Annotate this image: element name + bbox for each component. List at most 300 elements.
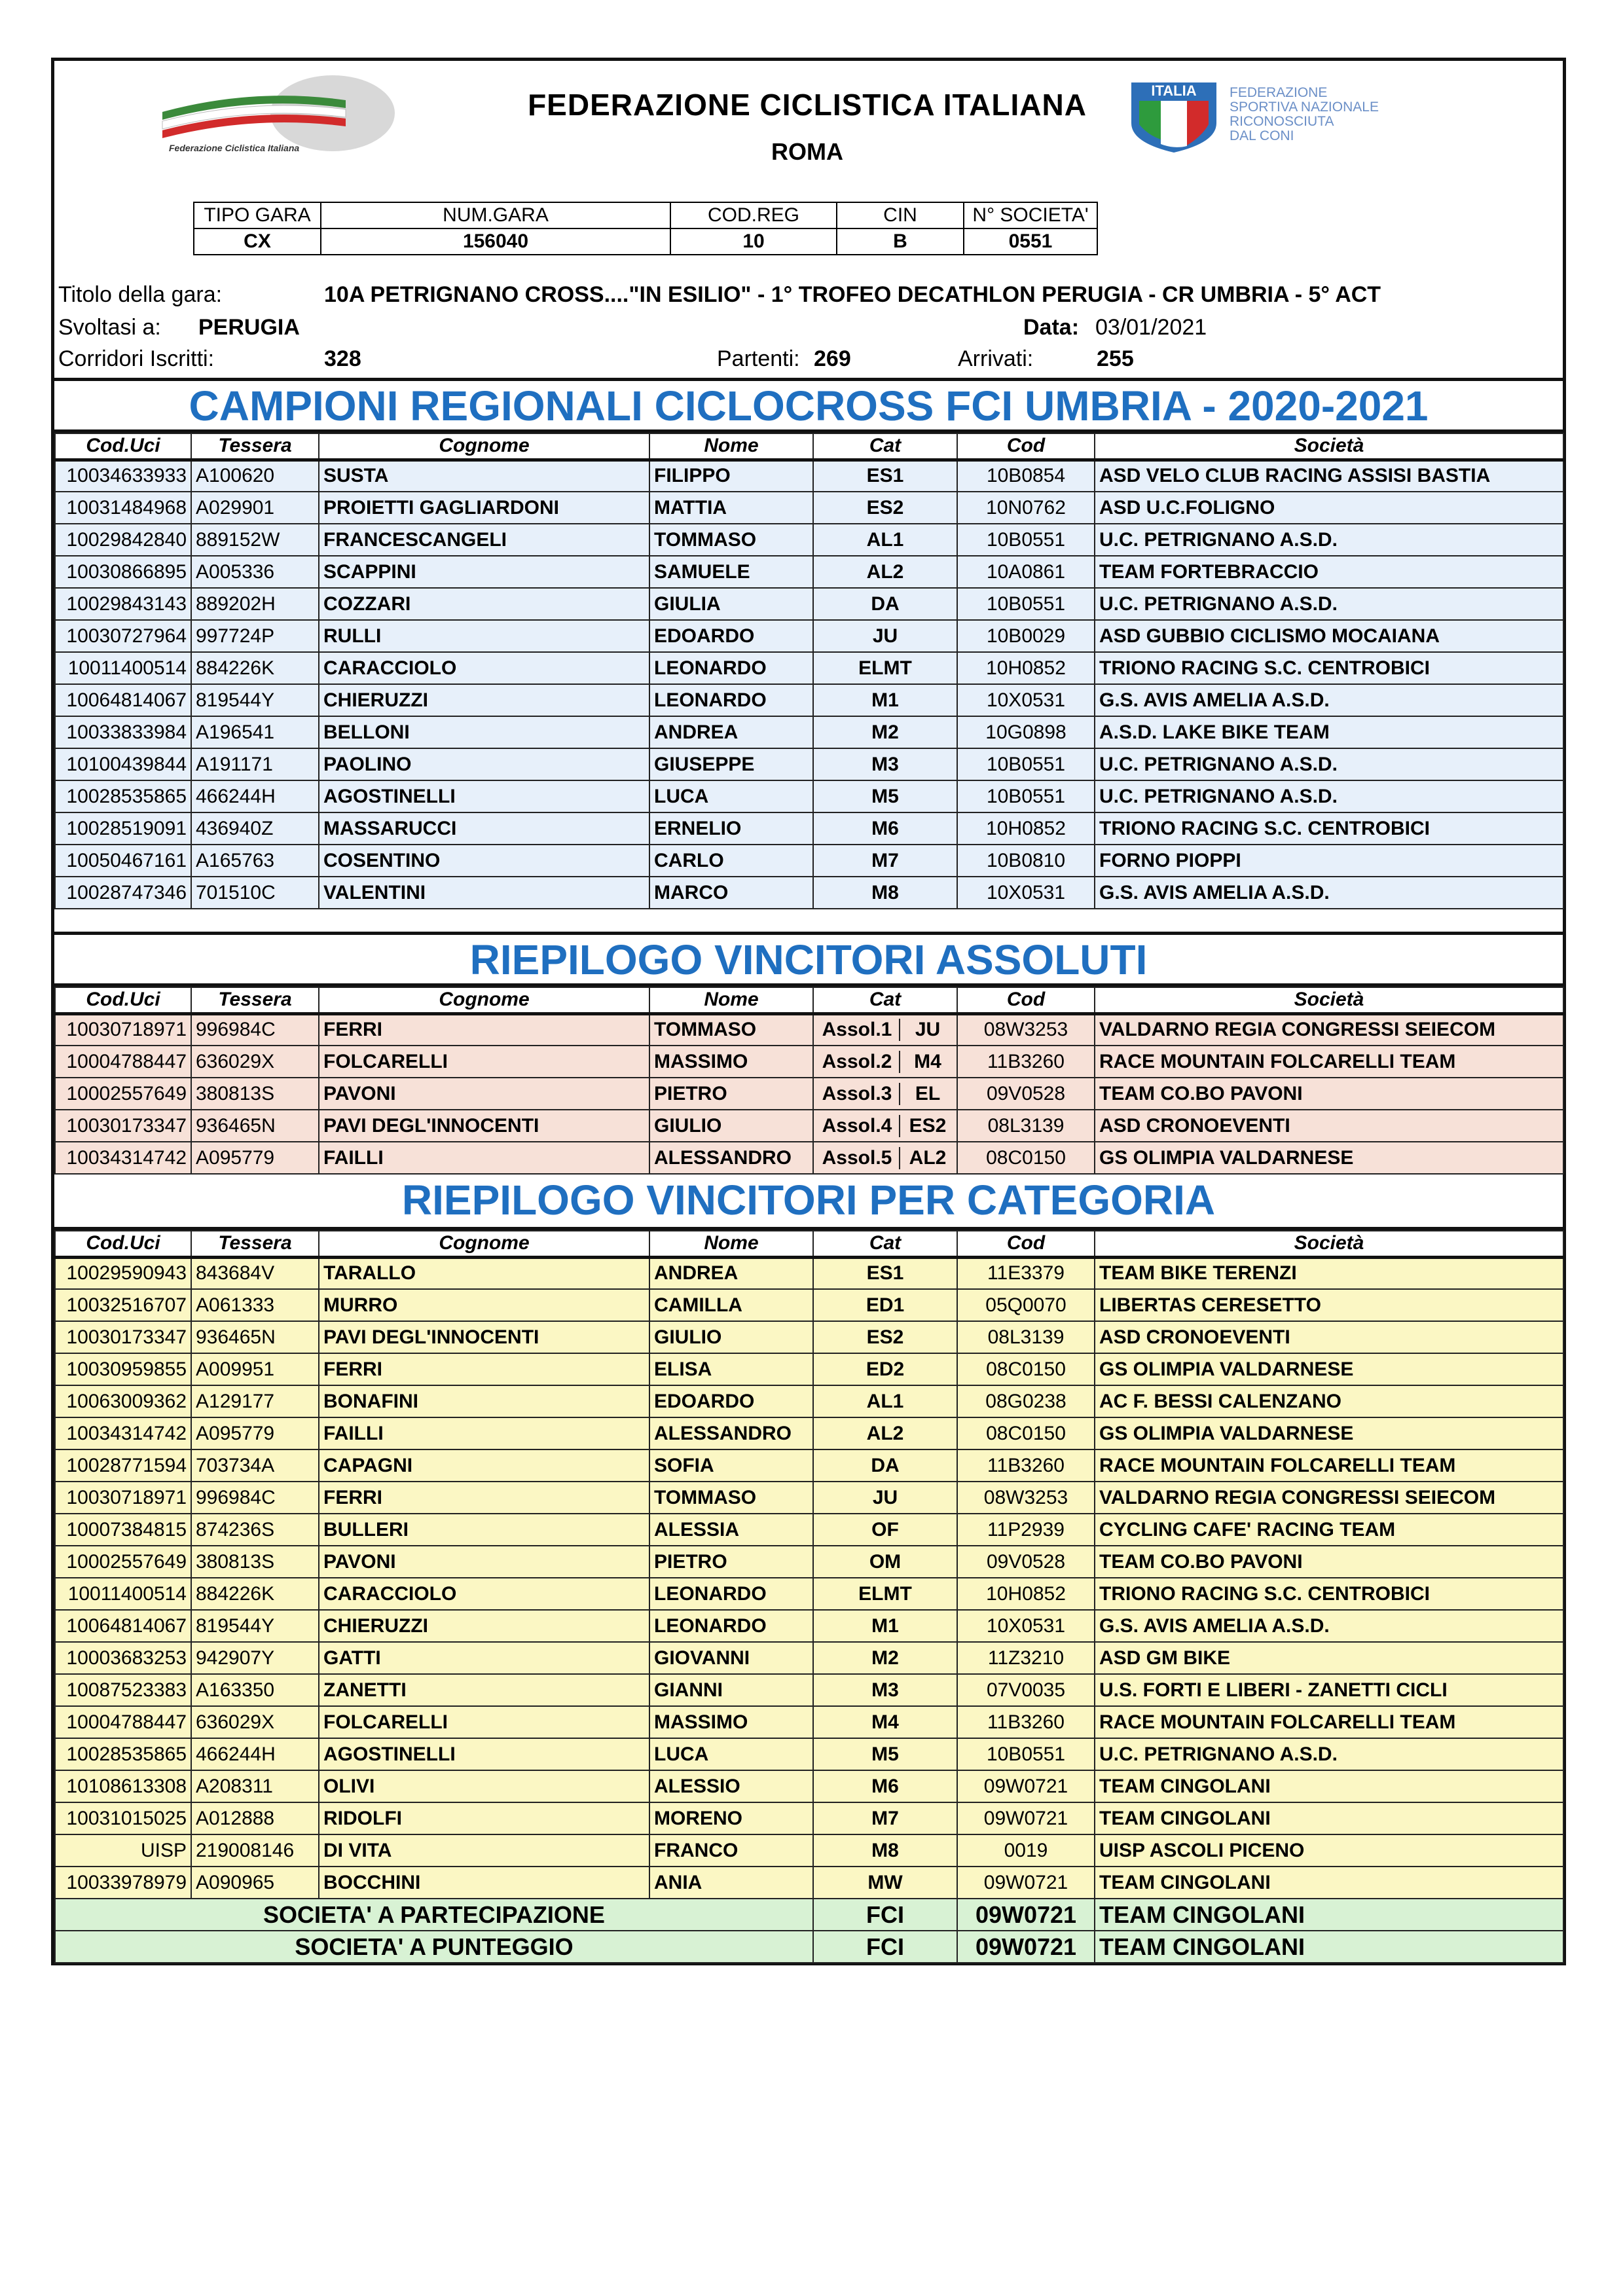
cognome-cell: FOLCARELLI (319, 1706, 649, 1738)
societa-cell: GS OLIMPIA VALDARNESE (1095, 1353, 1563, 1385)
cod-uci-cell: 10007384815 (55, 1514, 191, 1546)
nome-cell: FRANCO (649, 1834, 813, 1867)
category-label: ES2 (909, 1114, 947, 1137)
cognome-cell: AGOSTINELLI (319, 780, 649, 812)
table-row (55, 684, 1563, 716)
starters-count: 269 (814, 346, 851, 371)
societa-cell: U.C. PETRIGNANO A.S.D. (1095, 780, 1563, 812)
cod-cell: 11P2939 (957, 1514, 1095, 1546)
cod-cell: 10B0551 (957, 748, 1095, 780)
cognome-cell: ZANETTI (319, 1674, 649, 1706)
tessera-cell: A129177 (191, 1385, 319, 1417)
societa-cell: ASD CRONOEVENTI (1095, 1110, 1563, 1142)
tessera-cell: 936465N (191, 1110, 319, 1142)
table-row (55, 1738, 1563, 1770)
race-date: 03/01/2021 (1095, 315, 1207, 340)
societa-cell: AC F. BESSI CALENZANO (1095, 1385, 1563, 1417)
tessera-cell: A163350 (191, 1674, 319, 1706)
nome-cell: SOFIA (649, 1449, 813, 1482)
nome-cell: PIETRO (649, 1546, 813, 1578)
nome-cell: ANIA (649, 1867, 813, 1899)
societa-cell: G.S. AVIS AMELIA A.S.D. (1095, 877, 1563, 909)
cognome-cell: BULLERI (319, 1514, 649, 1546)
cod-uci-cell: 10028519091 (55, 812, 191, 845)
societa-cell: CYCLING CAFE' RACING TEAM (1095, 1514, 1563, 1546)
cod-cell: 10B0551 (957, 780, 1095, 812)
societa-cell: UISP ASCOLI PICENO (1095, 1834, 1563, 1867)
tessera-cell: 889202H (191, 588, 319, 620)
tessera-cell: A061333 (191, 1289, 319, 1321)
societa-cell: GS OLIMPIA VALDARNESE (1095, 1142, 1563, 1174)
column-header-nome: Nome (649, 1231, 813, 1257)
nome-cell: MATTIA (649, 492, 813, 524)
societa-cell: GS OLIMPIA VALDARNESE (1095, 1417, 1563, 1449)
cod-uci-cell: 10034314742 (55, 1417, 191, 1449)
table-row (55, 1514, 1563, 1546)
table-row (55, 492, 1563, 524)
cat-cell: ED1 (813, 1289, 957, 1321)
cognome-cell: RIDOLFI (319, 1802, 649, 1834)
nome-cell: MORENO (649, 1802, 813, 1834)
nome-cell: ALESSIO (649, 1770, 813, 1802)
column-header-uci: Cod.Uci (55, 433, 191, 460)
cod-cell: 11E3379 (957, 1257, 1095, 1289)
cod-cell: 09W0721 (957, 1802, 1095, 1834)
column-header-cod: Cod (957, 433, 1095, 460)
tessera-cell: A095779 (191, 1142, 319, 1174)
nome-cell: GIOVANNI (649, 1642, 813, 1674)
table-row (55, 780, 1563, 812)
table-row (55, 1142, 1563, 1174)
nome-cell: ANDREA (649, 716, 813, 748)
tessera-cell: 942907Y (191, 1642, 319, 1674)
cognome-cell: OLIVI (319, 1770, 649, 1802)
nome-cell: LEONARDO (649, 652, 813, 684)
cod-cell: 08C0150 (957, 1142, 1095, 1174)
results-sheet (51, 58, 1566, 1965)
tessera-cell: A196541 (191, 716, 319, 748)
cod-uci-cell: 10064814067 (55, 1610, 191, 1642)
tessera-cell: A012888 (191, 1802, 319, 1834)
regional-section-title: CAMPIONI REGIONALI CICLOCROSS FCI UMBRIA - 2020-2021 (54, 378, 1563, 433)
table-row (55, 1706, 1563, 1738)
cod-uci-cell: 10002557649 (55, 1546, 191, 1578)
society-award-label: SOCIETA' A PUNTEGGIO (55, 1931, 813, 1963)
coni-text-4: DAL CONI (1230, 128, 1294, 143)
nome-cell: ERNELIO (649, 812, 813, 845)
cat-cell: ED2 (813, 1353, 957, 1385)
cod-cell: 10H0852 (957, 652, 1095, 684)
nome-cell: GIUSEPPE (649, 748, 813, 780)
society-name: TEAM CINGOLANI (1095, 1931, 1563, 1963)
societa-cell: RACE MOUNTAIN FOLCARELLI TEAM (1095, 1449, 1563, 1482)
cod-cell: 10B0551 (957, 524, 1095, 556)
cognome-cell: FERRI (319, 1013, 649, 1046)
tessera-cell: 636029X (191, 1706, 319, 1738)
cat-cell (813, 1046, 957, 1078)
cod-uci-cell: 10011400514 (55, 652, 191, 684)
column-header-cognome: Cognome (319, 1231, 649, 1257)
societa-cell: TEAM CINGOLANI (1095, 1867, 1563, 1899)
cod-cell: 10H0852 (957, 1578, 1095, 1610)
finishers-label: Arrivati: (958, 346, 1034, 371)
cat-cell: ES1 (813, 460, 957, 492)
cod-uci-cell: 10087523383 (55, 1674, 191, 1706)
societa-cell: RACE MOUNTAIN FOLCARELLI TEAM (1095, 1706, 1563, 1738)
cognome-cell: AGOSTINELLI (319, 1738, 649, 1770)
category-table (54, 1230, 1564, 1963)
cognome-cell: PAVI DEGL'INNOCENTI (319, 1321, 649, 1353)
nome-cell: MASSIMO (649, 1706, 813, 1738)
category-section-title: RIEPILOGO VINCITORI PER CATEGORIA (54, 1175, 1563, 1230)
nome-cell: GIANNI (649, 1674, 813, 1706)
cat-cell: AL1 (813, 524, 957, 556)
table-row (55, 1289, 1563, 1321)
nome-cell: MARCO (649, 877, 813, 909)
nome-cell: CAMILLA (649, 1289, 813, 1321)
race-place: PERUGIA (198, 315, 300, 340)
cod-cell: 11B3260 (957, 1706, 1095, 1738)
cod-uci-cell: 10029843143 (55, 588, 191, 620)
tessera-cell: 466244H (191, 780, 319, 812)
column-header-uci: Cod.Uci (55, 1231, 191, 1257)
absolute-table (54, 987, 1564, 1175)
cognome-cell: CAPAGNI (319, 1449, 649, 1482)
nome-cell: GIULIO (649, 1110, 813, 1142)
table-header-row (55, 433, 1563, 460)
nome-cell: ALESSANDRO (649, 1417, 813, 1449)
table-row (55, 588, 1563, 620)
cod-cell: 05Q0070 (957, 1289, 1095, 1321)
cat-cell: M7 (813, 845, 957, 877)
column-header-societa: Società (1095, 987, 1563, 1013)
tessera-cell: 380813S (191, 1078, 319, 1110)
cod-uci-cell: 10003683253 (55, 1642, 191, 1674)
societa-cell: ASD VELO CLUB RACING ASSISI BASTIA (1095, 460, 1563, 492)
race-date-label: Data: (1023, 315, 1080, 340)
cognome-cell: TARALLO (319, 1257, 649, 1289)
tessera-cell: 636029X (191, 1046, 319, 1078)
column-header-tessera: Tessera (191, 433, 319, 460)
table-row (55, 1046, 1563, 1078)
cod-cell: 07V0035 (957, 1674, 1095, 1706)
category-label: AL2 (909, 1146, 947, 1169)
table-row (55, 1385, 1563, 1417)
cod-uci-cell: 10031484968 (55, 492, 191, 524)
cod-cell: 10H0852 (957, 812, 1095, 845)
nome-cell: LUCA (649, 780, 813, 812)
society-code: 09W0721 (957, 1931, 1095, 1963)
org-title: FEDERAZIONE CICLISTICA ITALIANA (528, 88, 1087, 122)
cat-cell: M5 (813, 780, 957, 812)
tessera-cell: A009951 (191, 1353, 319, 1385)
code-label: TIPO GARA (194, 202, 321, 228)
societa-cell: LIBERTAS CERESETTO (1095, 1289, 1563, 1321)
tessera-cell: 996984C (191, 1482, 319, 1514)
cat-cell: AL2 (813, 1417, 957, 1449)
table-row (55, 845, 1563, 877)
code-value: CX (194, 228, 321, 255)
cod-cell: 08L3139 (957, 1110, 1095, 1142)
cod-uci-cell: 10064814067 (55, 684, 191, 716)
tessera-cell: 701510C (191, 877, 319, 909)
cognome-cell: PROIETTI GAGLIARDONI (319, 492, 649, 524)
race-place-label: Svoltasi a: (58, 315, 161, 340)
societa-cell: G.S. AVIS AMELIA A.S.D. (1095, 1610, 1563, 1642)
cod-cell: 09W0721 (957, 1770, 1095, 1802)
code-value: 156040 (321, 228, 670, 255)
code-label: CIN (837, 202, 964, 228)
cod-cell: 11B3260 (957, 1046, 1095, 1078)
cod-cell: 10B0029 (957, 620, 1095, 652)
nome-cell: GIULIA (649, 588, 813, 620)
code-value: 10 (670, 228, 837, 255)
cod-uci-cell: 10028535865 (55, 1738, 191, 1770)
cognome-cell: BOCCHINI (319, 1867, 649, 1899)
nome-cell: PIETRO (649, 1078, 813, 1110)
cod-uci-cell: 10030959855 (55, 1353, 191, 1385)
table-row (55, 460, 1563, 492)
table-row (55, 1078, 1563, 1110)
nome-cell: SAMUELE (649, 556, 813, 588)
registered-count: 328 (324, 346, 361, 371)
cat-cell (813, 1078, 957, 1110)
tessera-cell: 997724P (191, 620, 319, 652)
tessera-cell: 219008146 (191, 1834, 319, 1867)
table-row (55, 524, 1563, 556)
society-name: TEAM CINGOLANI (1095, 1899, 1563, 1931)
regional-table (54, 433, 1564, 909)
tessera-cell: 436940Z (191, 812, 319, 845)
coni-text-1: FEDERAZIONE (1230, 85, 1328, 100)
category-label: M4 (914, 1050, 941, 1072)
table-row (55, 877, 1563, 909)
cat-cell: M2 (813, 1642, 957, 1674)
nome-cell: MASSIMO (649, 1046, 813, 1078)
societa-cell: ASD GUBBIO CICLISMO MOCAIANA (1095, 620, 1563, 652)
cod-cell: 10X0531 (957, 1610, 1095, 1642)
cognome-cell: COZZARI (319, 588, 649, 620)
registered-label: Corridori Iscritti: (58, 346, 215, 371)
cod-cell: 10X0531 (957, 877, 1095, 909)
cod-cell: 10B0854 (957, 460, 1095, 492)
tessera-cell: A029901 (191, 492, 319, 524)
column-header-nome: Nome (649, 987, 813, 1013)
code-value: B (837, 228, 964, 255)
cod-cell: 10G0898 (957, 716, 1095, 748)
cod-uci-cell: 10063009362 (55, 1385, 191, 1417)
cat-cell: ELMT (813, 1578, 957, 1610)
table-row (55, 1449, 1563, 1482)
societa-cell: VALDARNO REGIA CONGRESSI SEIECOM (1095, 1013, 1563, 1046)
cognome-cell: FERRI (319, 1482, 649, 1514)
cod-uci-cell: 10100439844 (55, 748, 191, 780)
rank-label: Assol.4 (815, 1115, 900, 1137)
nome-cell: LEONARDO (649, 684, 813, 716)
table-row (55, 1482, 1563, 1514)
tessera-cell: 884226K (191, 1578, 319, 1610)
cat-cell: MW (813, 1867, 957, 1899)
cat-cell: DA (813, 588, 957, 620)
cod-cell: 08W3253 (957, 1482, 1095, 1514)
cat-cell: M3 (813, 1674, 957, 1706)
cod-cell: 11B3260 (957, 1449, 1095, 1482)
cat-cell (813, 1110, 957, 1142)
cat-cell: M2 (813, 716, 957, 748)
code-value: 0551 (964, 228, 1097, 255)
nome-cell: CARLO (649, 845, 813, 877)
cat-cell (813, 1013, 957, 1046)
column-header-tessera: Tessera (191, 1231, 319, 1257)
societa-cell: U.S. FORTI E LIBERI - ZANETTI CICLI (1095, 1674, 1563, 1706)
table-row (55, 1321, 1563, 1353)
table-row (55, 556, 1563, 588)
cat-cell: M4 (813, 1706, 957, 1738)
cat-cell: JU (813, 1482, 957, 1514)
org-city: ROMA (771, 138, 843, 165)
starters-label: Partenti: (717, 346, 800, 371)
tessera-cell: 936465N (191, 1321, 319, 1353)
category-label: EL (915, 1082, 941, 1104)
table-row (55, 620, 1563, 652)
cod-cell: 09V0528 (957, 1078, 1095, 1110)
cat-cell: DA (813, 1449, 957, 1482)
column-header-nome: Nome (649, 433, 813, 460)
tessera-cell: A005336 (191, 556, 319, 588)
cod-uci-cell: 10030173347 (55, 1110, 191, 1142)
tessera-cell: 843684V (191, 1257, 319, 1289)
cod-cell: 10B0810 (957, 845, 1095, 877)
table-row (55, 1257, 1563, 1289)
table-row (55, 1013, 1563, 1046)
nome-cell: ELISA (649, 1353, 813, 1385)
societa-cell: G.S. AVIS AMELIA A.S.D. (1095, 684, 1563, 716)
cod-uci-cell: 10028535865 (55, 780, 191, 812)
cognome-cell: CARACCIOLO (319, 652, 649, 684)
tessera-cell: A208311 (191, 1770, 319, 1802)
tessera-cell: A100620 (191, 460, 319, 492)
cat-cell: ES2 (813, 492, 957, 524)
cod-cell: 10X0531 (957, 684, 1095, 716)
nome-cell: TOMMASO (649, 1013, 813, 1046)
nome-cell: ALESSANDRO (649, 1142, 813, 1174)
cod-cell: 08C0150 (957, 1417, 1095, 1449)
cod-uci-cell: 10029842840 (55, 524, 191, 556)
societa-cell: TEAM BIKE TERENZI (1095, 1257, 1563, 1289)
column-header-cognome: Cognome (319, 987, 649, 1013)
cod-uci-cell: 10108613308 (55, 1770, 191, 1802)
cod-uci-cell: 10029590943 (55, 1257, 191, 1289)
society-award-label: SOCIETA' A PARTECIPAZIONE (55, 1899, 813, 1931)
table-row (55, 1578, 1563, 1610)
cognome-cell: PAOLINO (319, 748, 649, 780)
nome-cell: LUCA (649, 1738, 813, 1770)
cod-cell: 10B0551 (957, 588, 1095, 620)
tessera-cell: A191171 (191, 748, 319, 780)
cod-uci-cell: 10034633933 (55, 460, 191, 492)
column-header-cat: Cat (813, 433, 957, 460)
coni-logo (1125, 77, 1465, 156)
societa-cell: TEAM CO.BO PAVONI (1095, 1546, 1563, 1578)
society-summary-row (55, 1931, 1563, 1963)
cod-uci-cell: 10030173347 (55, 1321, 191, 1353)
cat-cell: M6 (813, 812, 957, 845)
societa-cell: U.C. PETRIGNANO A.S.D. (1095, 588, 1563, 620)
cod-cell: 08C0150 (957, 1353, 1095, 1385)
cognome-cell: MASSARUCCI (319, 812, 649, 845)
cognome-cell: SCAPPINI (319, 556, 649, 588)
fci-logo-caption: Federazione Ciclistica Italiana (169, 143, 300, 153)
societa-cell: VALDARNO REGIA CONGRESSI SEIECOM (1095, 1482, 1563, 1514)
code-label: COD.REG (670, 202, 837, 228)
tessera-cell: A095779 (191, 1417, 319, 1449)
tessera-cell: 889152W (191, 524, 319, 556)
coni-text-2: SPORTIVA NAZIONALE (1230, 100, 1379, 115)
tessera-cell: 380813S (191, 1546, 319, 1578)
cat-cell: M5 (813, 1738, 957, 1770)
cat-cell: M6 (813, 1770, 957, 1802)
column-header-cod: Cod (957, 1231, 1095, 1257)
societa-cell: ASD U.C.FOLIGNO (1095, 492, 1563, 524)
cod-uci-cell: 10004788447 (55, 1046, 191, 1078)
nome-cell: EDOARDO (649, 1385, 813, 1417)
cognome-cell: CHIERUZZI (319, 1610, 649, 1642)
cod-uci-cell: 10050467161 (55, 845, 191, 877)
nome-cell: TOMMASO (649, 1482, 813, 1514)
society-federation: FCI (813, 1899, 957, 1931)
table-header-row (55, 987, 1563, 1013)
nome-cell: ANDREA (649, 1257, 813, 1289)
tessera-cell: 466244H (191, 1738, 319, 1770)
societa-cell: FORNO PIOPPI (1095, 845, 1563, 877)
tessera-cell: 703734A (191, 1449, 319, 1482)
cat-cell: OF (813, 1514, 957, 1546)
cod-cell: 08W3253 (957, 1013, 1095, 1046)
tessera-cell: 884226K (191, 652, 319, 684)
table-row (55, 1417, 1563, 1449)
societa-cell: RACE MOUNTAIN FOLCARELLI TEAM (1095, 1046, 1563, 1078)
column-header-uci: Cod.Uci (55, 987, 191, 1013)
nome-cell: LEONARDO (649, 1578, 813, 1610)
table-row (55, 1546, 1563, 1578)
cod-cell: 10A0861 (957, 556, 1095, 588)
race-title: 10A PETRIGNANO CROSS...."IN ESILIO" - 1° TROFEO DECATHLON PERUGIA - CR UMBRIA - 5° ACT (324, 282, 1381, 307)
table-row (55, 812, 1563, 845)
cod-cell: 10B0551 (957, 1738, 1095, 1770)
cod-cell: 11Z3210 (957, 1642, 1095, 1674)
cognome-cell: PAVONI (319, 1546, 649, 1578)
column-header-cod: Cod (957, 987, 1095, 1013)
cod-uci-cell: 10028771594 (55, 1449, 191, 1482)
tessera-cell: 819544Y (191, 684, 319, 716)
table-row (55, 1770, 1563, 1802)
cat-cell: ES1 (813, 1257, 957, 1289)
cod-uci-cell: 10034314742 (55, 1142, 191, 1174)
table-row (55, 1674, 1563, 1706)
cognome-cell: FOLCARELLI (319, 1046, 649, 1078)
table-row (55, 652, 1563, 684)
finishers-count: 255 (1097, 346, 1134, 371)
tessera-cell: 819544Y (191, 1610, 319, 1642)
nome-cell: ALESSIA (649, 1514, 813, 1546)
cognome-cell: CHIERUZZI (319, 684, 649, 716)
cognome-cell: COSENTINO (319, 845, 649, 877)
race-title-label: Titolo della gara: (58, 282, 223, 307)
cod-cell: 08L3139 (957, 1321, 1095, 1353)
table-row (55, 748, 1563, 780)
cod-uci-cell: 10011400514 (55, 1578, 191, 1610)
cod-uci-cell: 10028747346 (55, 877, 191, 909)
